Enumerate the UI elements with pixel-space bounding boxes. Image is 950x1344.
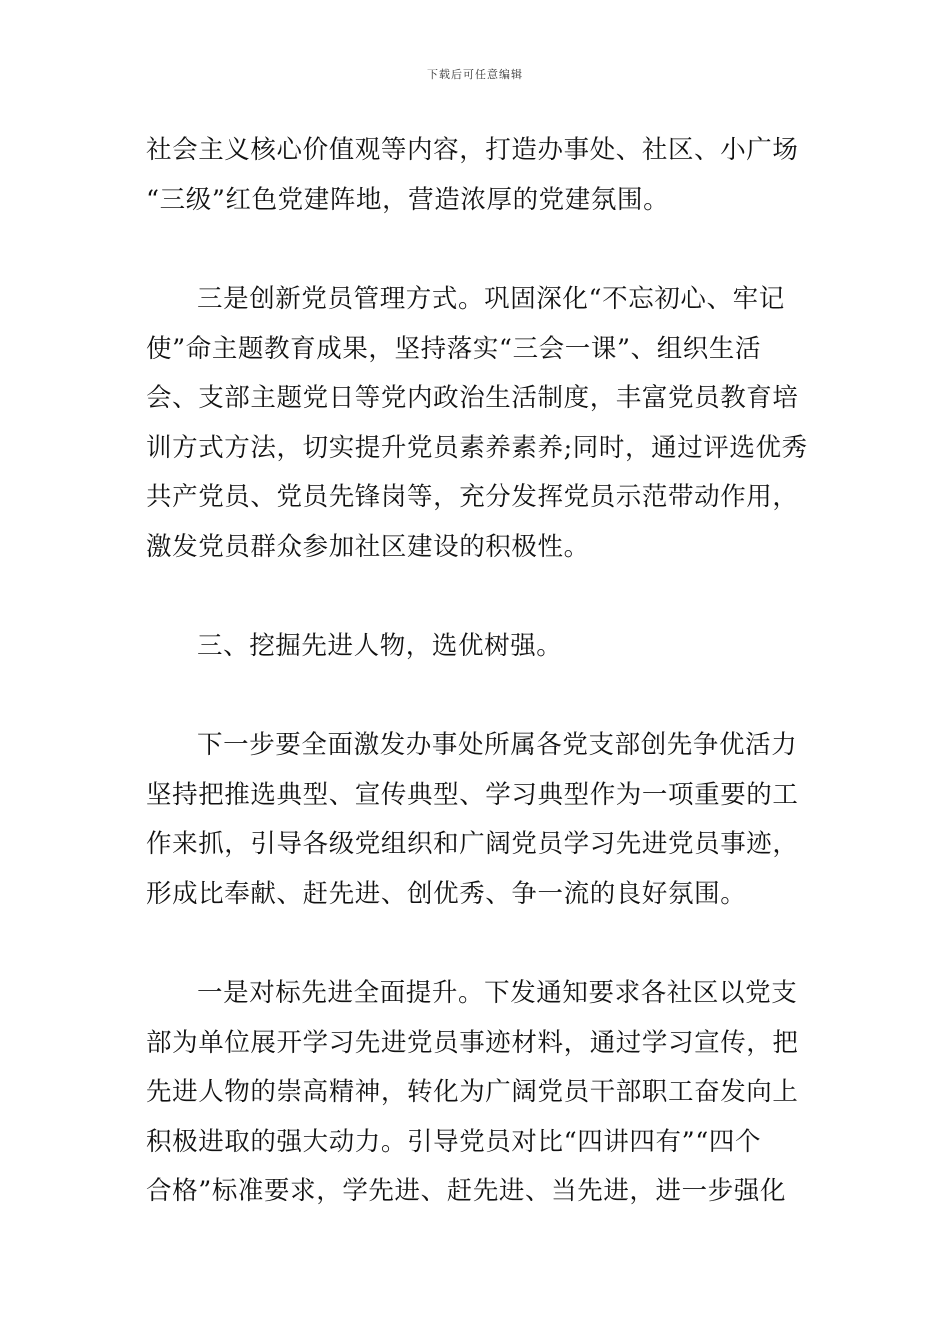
text-line: 会、支部主题党日等党内政治生活制度，丰富党员教育培 <box>146 383 799 413</box>
text-line: 下一步要全面激发办事处所属各党支部创先争优活力 <box>197 730 798 760</box>
text-line: 坚持把推选典型、宣传典型、学习典型作为一项重要的工 <box>146 779 799 810</box>
text-line: 共产党员、党员先锋岗等，充分发挥党员示范带动作用， <box>146 482 799 512</box>
section-heading <box>146 622 806 672</box>
text-line: 作来抓，引导各级党组织和广阔党员学习先进党员事迹， <box>146 829 799 859</box>
text-line: 部为单位展开学习先进党员事迹材料，通过学习宣传，把 <box>146 1027 799 1058</box>
header-note: 下载后可任意编辑 <box>427 68 523 81</box>
text-line: 先进人物的崇高精神，转化为广阔党员干部职工奋发向上 <box>146 1077 799 1107</box>
text-line: 社会主义核心价值观等内容，打造办事处、社区、小广场 <box>146 135 799 165</box>
text-line: 三是创新党员管理方式。巩固深化“不忘初心、牢记 <box>197 284 785 314</box>
text-line: 三、挖掘先进人物，选优树强。 <box>197 631 563 661</box>
text-line: 激发党员群众参加社区建设的积极性。 <box>146 531 590 562</box>
paragraph <box>146 969 806 1217</box>
text-line: “三级”红色党建阵地，营造浓厚的党建氛围。 <box>146 184 670 215</box>
text-line: 使”命主题教育成果，坚持落实“三会一课”、组织生活 <box>146 333 762 364</box>
paragraph <box>146 721 806 919</box>
text-line: 一是对标先进全面提升。下发通知要求各社区以党支 <box>197 978 798 1008</box>
text-line: 合格”标准要求，学先进、赶先进、当先进，进一步强化 <box>146 1176 787 1206</box>
text-line: 形成比奉献、赶先进、创优秀、争一流的良好氛围。 <box>146 878 747 909</box>
text-line: 训方式方法，切实提升党员素养素养;同时，通过评选优秀 <box>146 432 808 463</box>
paragraph <box>146 275 806 572</box>
paragraph <box>146 126 806 225</box>
text-line: 积极进取的强大动力。引导党员对比“四讲四有”“四个 <box>146 1126 762 1157</box>
